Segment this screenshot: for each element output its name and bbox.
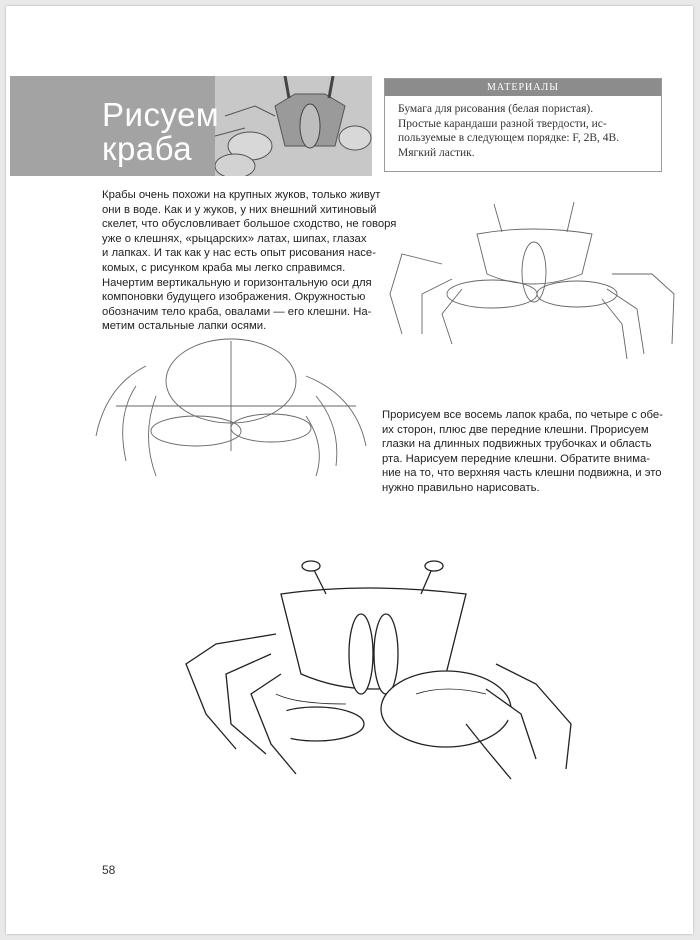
materials-line: пользуемые в следующем порядке: F, 2B, 4B.	[398, 132, 620, 144]
text-line: комых, с рисунком краба мы легко справимся.	[102, 261, 346, 274]
crab-sketch-step-1	[86, 336, 376, 481]
book-page	[6, 6, 693, 934]
materials-line: Простые карандаши разной твердости, ис-	[398, 117, 607, 130]
step-2-paragraph	[382, 408, 663, 496]
crab-sketch-step-2	[382, 194, 682, 364]
text-line: нужно правильно нарисовать.	[382, 481, 540, 494]
title-line-1: Рисуем	[102, 96, 220, 133]
text-line: метим остальные лапки осями.	[102, 320, 267, 333]
crab-line-drawing	[176, 554, 586, 794]
page-title	[102, 98, 219, 166]
intro-paragraph	[102, 188, 397, 334]
materials-list	[385, 96, 661, 160]
materials-line: Бумага для рисования (белая пористая).	[398, 103, 594, 115]
title-line-2: краба	[102, 130, 193, 167]
text-line: их сторон, плюс две передние клешни. Прорисуем	[382, 423, 649, 436]
text-line: компоновки будущего изображения. Окружностью	[102, 291, 366, 304]
materials-line: Мягкий ластик.	[398, 146, 475, 159]
crab-header-illustration	[215, 76, 372, 176]
text-line: они в воде. Как и у жуков, у них внешний хитиновый	[102, 203, 377, 216]
text-line: Прорисуем все восемь лапок краба, по четыре с обе-	[382, 409, 663, 421]
text-line: Крабы очень похожи на крупных жуков, только живут	[102, 189, 381, 201]
materials-heading: МАТЕРИАЛЫ	[385, 79, 661, 96]
page-number: 58	[102, 863, 116, 877]
text-line: глазки на длинных подвижных трубочках и область	[382, 438, 652, 451]
materials-box	[384, 78, 662, 172]
text-line: рта. Нарисуем передние клешни. Обратите внима-	[382, 452, 651, 465]
text-line: обозначим тело краба, овалами — его клешни. На-	[102, 305, 372, 318]
text-line: скелет, что обусловливает большое сходство, не говоря	[102, 218, 397, 231]
text-line: Начертим вертикальную и горизонтальную оси для	[102, 276, 372, 289]
text-line: уже о клешнях, «рыцарских» латах, шипах, глазах	[102, 232, 367, 245]
text-line: и лапках. И так как у нас есть опыт рисования насе-	[102, 247, 376, 260]
text-line: ние на то, что верхняя часть клешни подвижна, и это	[382, 467, 662, 480]
